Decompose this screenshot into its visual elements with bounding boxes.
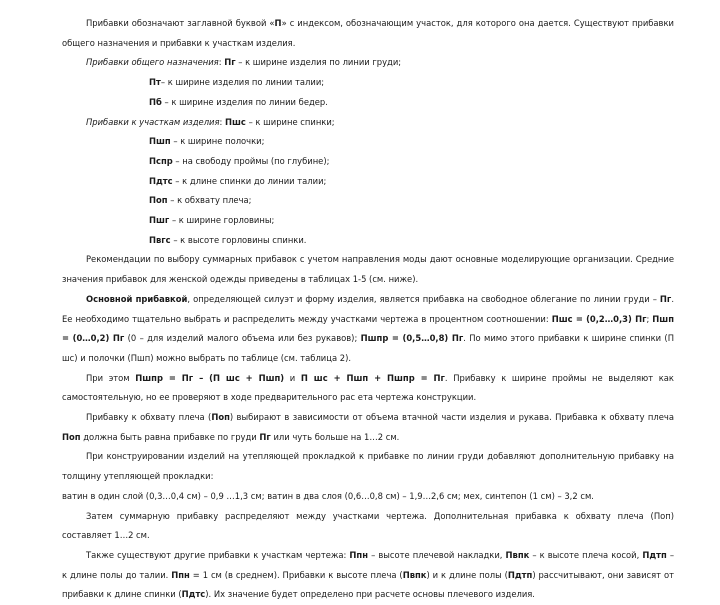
list-item: Пвгс – к высоте горловины спинки. <box>149 234 307 245</box>
list-item: Поп – к обхвату плеча; <box>149 195 252 206</box>
list-item: Пб – к ширине изделия по линии бедер. <box>149 96 328 107</box>
paragraph-insulation: При конструировании изделий на утепляющей прокладкой к прибавке по линии груди добавляют дополнительную прибавку на толщину утепляющей прокладки: <box>62 451 674 482</box>
paragraph-distribution: Затем суммарную прибавку распределяют между участками чертежа. Дополнительная прибавка к обхвату плеча (Поп) составляет 1…2 см. <box>62 510 674 541</box>
paragraph-armhole: При этом Пшпр = Пг – (П шс + Пшп) и П шс + Пшп + Пшпр = Пг. Прибавку к ширине проймы не выделяют как самостоятельную, но ее проверяют в ходе предварительного рас ета чертежа конструкции. <box>62 372 674 403</box>
paragraph-recommendations: Рекомендации по выбору суммарных прибавок с учетом направления моды дают основные моделирующие организации. Средние значения прибавок для женской одежды приведены в таблицах 1-5 (см. ниже). <box>62 254 674 285</box>
list-item: Пт– к ширине изделия по линии талии; <box>149 77 325 88</box>
document-page <box>62 14 674 605</box>
paragraph-general-allowances: Прибавки общего назначения: Пг – к ширине изделия по линии груди; <box>86 57 402 68</box>
paragraph-other-allowances: Также существуют другие прибавки к участкам чертежа: Ппн – высоте плечевой накладки, Пвпк – к высоте плеча косой, Пдтп – к длине полы до талии. Ппн = 1 см (в среднем). Прибавки к высоте плеча (Пвпк) и к длине полы (Пдтп) рассчитывают, они зависят от прибавки к длине спинки (Пдтс). Их значение будет определено при расчете основы плечевого изделия. <box>62 549 675 600</box>
list-item: Пшп – к ширине полочки; <box>149 136 265 147</box>
list-item: Пшг – к ширине горловины; <box>149 215 275 226</box>
paragraph-insulation-values: ватин в один слой (0,3…0,4 см) – 0,9 …1,3 см; ватин в два слоя (0,6…0,8 см) – 1,9…2,6 см; мех, синтепон (1 см) – 3,2 см. <box>62 490 594 501</box>
list-item: Пспр – на свободу проймы (по глубине); <box>149 155 330 166</box>
paragraph-shoulder: Прибавку к обхвату плеча (Поп) выбирают в зависимости от объема втачной части изделия и рукава. Прибавка к обхвату плеча Поп должна быть равна прибавке по груди Пг или чуть больше на 1…2 см. <box>62 412 674 442</box>
paragraph-main-allowance: Основной прибавкой, определяющей силуэт и форму изделия, является прибавка на свободное облегание по линии груди – Пг. Ее необходимо тщательно выбрать и распределить между участками чертежа в процентном соотношении: Пшс = (0,2…0,3) Пг; Пшп = (0…0,2) Пг (0 – для изделий малого объема или без рукавов); Пшпр = (0,5…0,8) Пг. По мимо этого прибавки к ширине спинки (П шс) и полочки (Пшп) можно выбрать по таблице (см. таблица 2). <box>62 293 674 363</box>
list-item: Пдтс – к длине спинки до линии талии; <box>149 175 327 186</box>
paragraph-area-allowances: Прибавки к участкам изделия: Пшс – к ширине спинки; <box>86 116 335 127</box>
paragraph-intro: Прибавки обозначают заглавной буквой «П» с индексом, обозначающим участок, для которого она дается. Существуют прибавки общего назначения и прибавки к участкам изделия. <box>62 18 674 48</box>
